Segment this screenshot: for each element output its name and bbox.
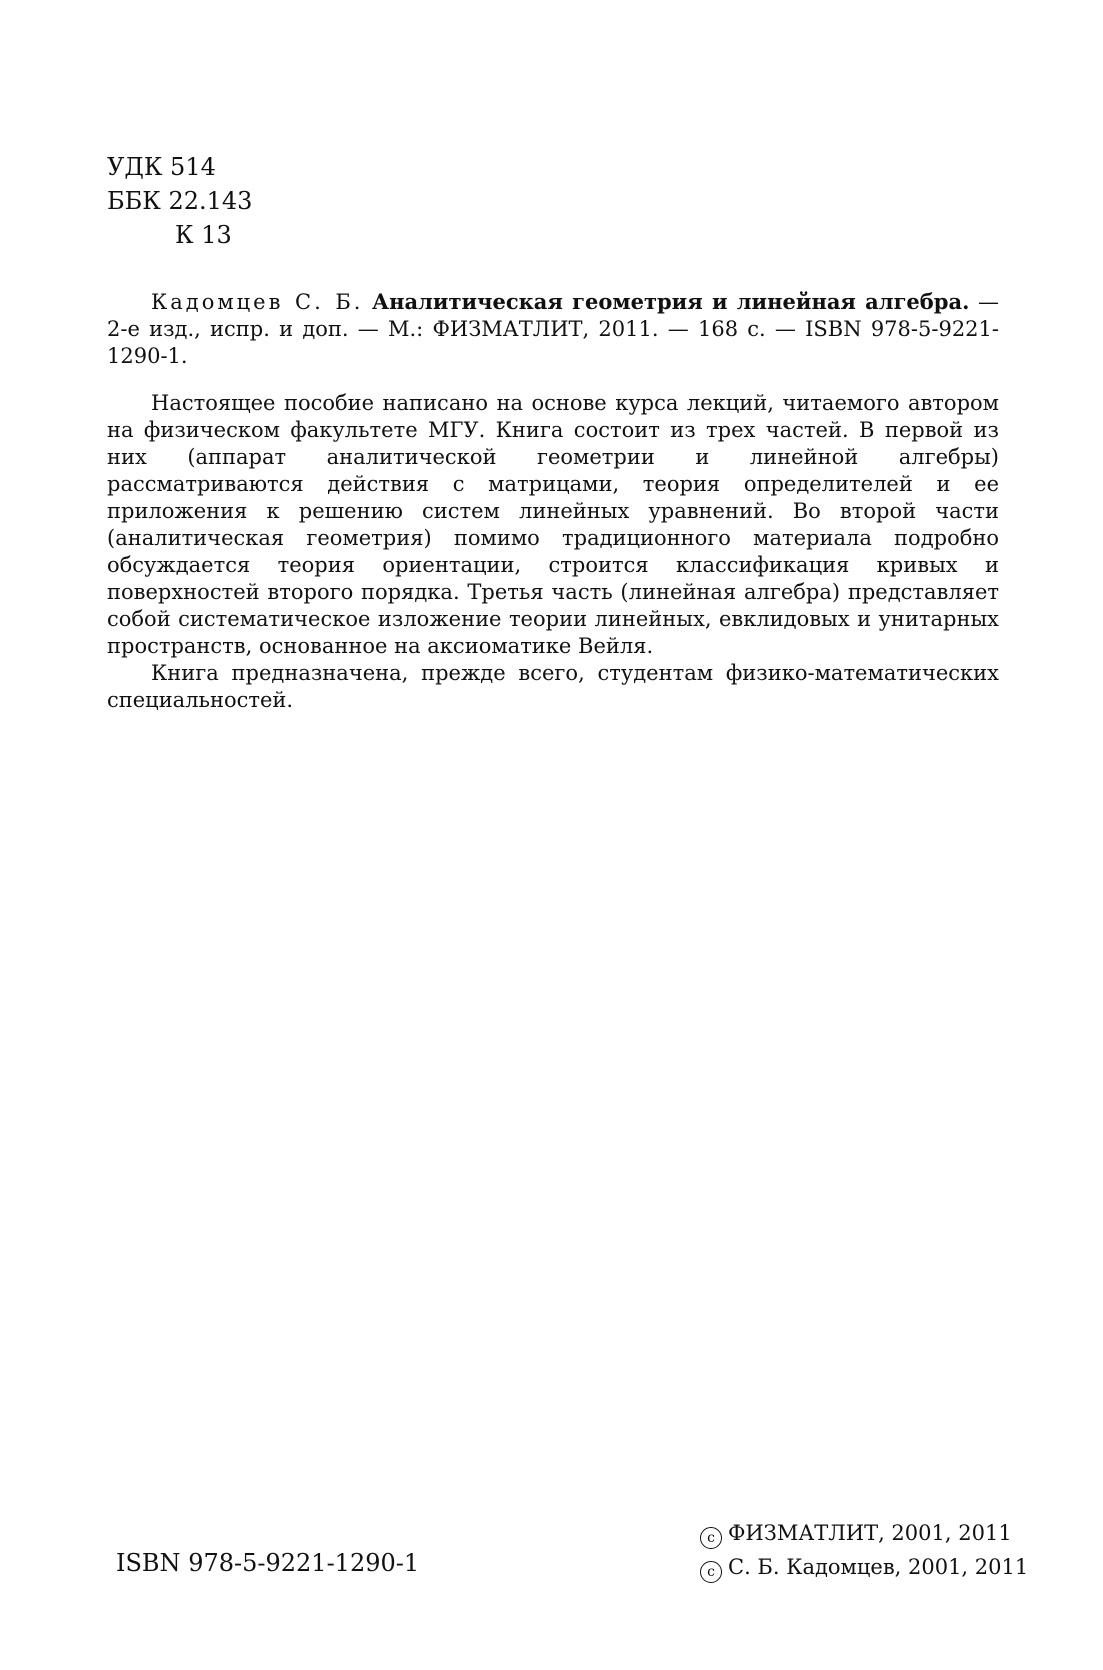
bibliographic-record	[107, 288, 999, 370]
footer-isbn: ISBN 978-5-9221-1290-1	[116, 1549, 420, 1577]
copyright-publisher-text: ФИЗМАТЛИТ, 2001, 2011	[728, 1521, 1012, 1545]
udk-code: УДК 514	[107, 153, 216, 181]
author-mark-code: К 13	[175, 221, 232, 249]
main-text	[107, 288, 999, 714]
author-name: Кадомцев С. Б.	[151, 290, 364, 314]
copyright-icon: c	[700, 1527, 722, 1549]
publication-details: — 2-е изд., испр. и доп. — М.: ФИЗМАТЛИТ, 2011. — 168 с. — ISBN 978-5-9221-1290-1.	[107, 290, 999, 368]
copyright-icon: c	[700, 1561, 722, 1583]
book-title: Аналитическая геометрия и линейная алгебра.	[372, 289, 970, 314]
copyright-author-text: С. Б. Кадомцев, 2001, 2011	[728, 1555, 1029, 1579]
copyright-block	[700, 1516, 1028, 1584]
classification-block	[107, 150, 252, 252]
spacer	[107, 370, 999, 390]
annotation-paragraph-1: Настоящее пособие написано на основе курса лекций, читаемого автором на физическом факультете МГУ. Книга состоит из трех частей. В первой из них (аппарат аналитической геометрии и линейной алгебры) рассматриваются действия с матрицами, теория определителей и ее приложения к решению систем линейных уравнений. Во второй части (аналитическая геометрия) помимо традиционного материала подробно обсуждается теория ориентации, строится классификация кривых и поверхностей второго порядка. Третья часть (линейная алгебра) представляет собой систематическое изложение теории линейных, евклидовых и унитарных пространств, основанное на аксиоматике Вейля.	[107, 391, 999, 658]
annotation-paragraph-2: Книга предназначена, прежде всего, студентам физико-математических специальностей.	[107, 661, 999, 712]
copyright-publisher	[700, 1516, 1028, 1550]
bbk-code: ББК 22.143	[107, 187, 253, 215]
copyright-author	[700, 1550, 1028, 1584]
